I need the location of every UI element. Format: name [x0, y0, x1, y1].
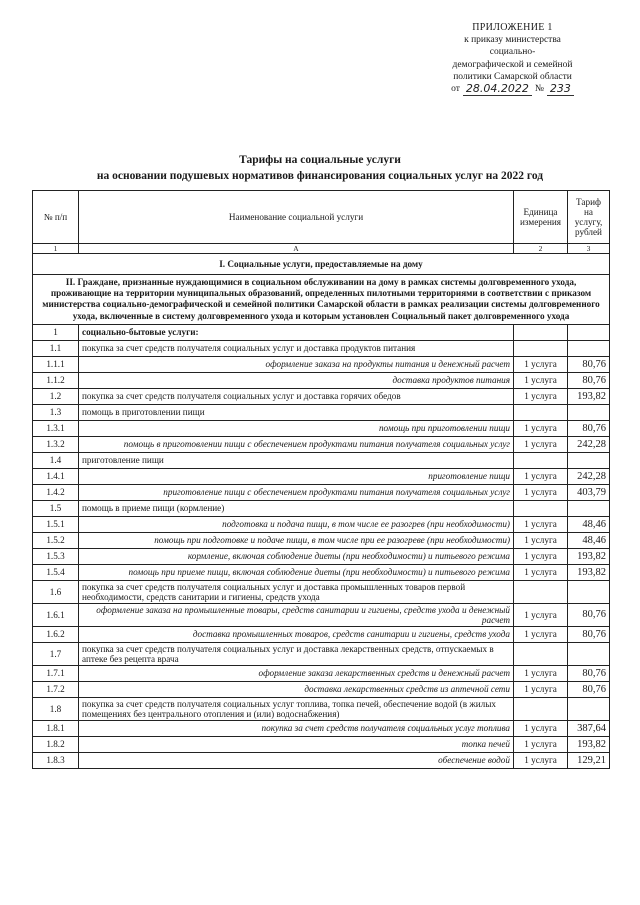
table-row — [33, 500, 610, 516]
row-unit: 1 услуга — [514, 681, 568, 697]
row-name: покупка за счет средств получателя социальных услуг и доставка промышленных товаров первой необходимости, средств санитарии и гигиены, средств ухода — [79, 580, 514, 603]
row-num: 1.8.1 — [33, 720, 79, 736]
row-num: 1.4.1 — [33, 468, 79, 484]
row-price — [568, 324, 610, 340]
row-num: 1.3.2 — [33, 436, 79, 452]
row-price: 387,64 — [568, 720, 610, 736]
index-num: 1 — [33, 244, 79, 254]
row-price: 48,46 — [568, 516, 610, 532]
row-num: 1.5 — [33, 500, 79, 516]
table-row — [33, 697, 610, 720]
row-price: 242,28 — [568, 436, 610, 452]
row-name: доставка продуктов питания — [79, 372, 514, 388]
row-unit: 1 услуга — [514, 516, 568, 532]
row-name: социально-бытовые услуги: — [79, 324, 514, 340]
row-name: приготовление пищи с обеспечением продуктами питания получателя социальных услуг — [79, 484, 514, 500]
row-price — [568, 340, 610, 356]
row-num: 1.6.2 — [33, 626, 79, 642]
table-row — [33, 340, 610, 356]
table-row — [33, 720, 610, 736]
row-num: 1.7.1 — [33, 665, 79, 681]
table-row — [33, 452, 610, 468]
row-unit — [514, 340, 568, 356]
row-name: топка печей — [79, 736, 514, 752]
row-unit: 1 услуга — [514, 388, 568, 404]
row-unit — [514, 452, 568, 468]
row-price: 403,79 — [568, 484, 610, 500]
row-unit: 1 услуга — [514, 736, 568, 752]
row-price: 193,82 — [568, 388, 610, 404]
table-row — [33, 548, 610, 564]
row-num: 1.3 — [33, 404, 79, 420]
order-number: 233 — [547, 83, 574, 96]
document-title: Тарифы на социальные услуги — [239, 154, 401, 166]
row-name: помощь в приеме пищи (кормление) — [79, 500, 514, 516]
row-name: помощь при подготовке и подаче пищи, в том числе при ее разогреве (при необходимости) — [79, 532, 514, 548]
row-unit: 1 услуга — [514, 436, 568, 452]
appendix-block — [420, 22, 605, 96]
row-name: покупка за счет средств получателя социальных услуг и доставка лекарственных средств, отпускаемых в аптеке без рецепта врача — [79, 642, 514, 665]
tariff-table — [32, 190, 610, 769]
row-unit — [514, 324, 568, 340]
row-num: 1.4.2 — [33, 484, 79, 500]
row-unit: 1 услуга — [514, 603, 568, 626]
row-price: 80,76 — [568, 420, 610, 436]
row-num: 1 — [33, 324, 79, 340]
row-num: 1.2 — [33, 388, 79, 404]
row-name: покупка за счет средств получателя социальных услуг и доставка горячих обедов — [79, 388, 514, 404]
document-subtitle: на основании подушевых нормативов финансирования социальных услуг на 2022 год — [96, 170, 544, 182]
row-name: помощь при приготовлении пищи — [79, 420, 514, 436]
row-unit: 1 услуга — [514, 665, 568, 681]
row-name: покупка за счет средств получателя социальных услуг топлива — [79, 720, 514, 736]
table-row — [33, 356, 610, 372]
row-num: 1.1 — [33, 340, 79, 356]
row-unit: 1 услуга — [514, 356, 568, 372]
table-row — [33, 752, 610, 768]
table-row — [33, 681, 610, 697]
row-unit — [514, 642, 568, 665]
paragraph-text: II. Граждане, признанные нуждающимися в социальном обслуживании на дому в рамках системы долговременного ухода, проживающие на территории муниципальных образований, определенных пилотными территориями в соответствии с приказом министерства социально-демографической и семейной политики Самарской области в рамках реализации системы долговременного ухода, включенные в систему долговременного ухода и которым установлен Социальный пакет долговременного ухода — [33, 275, 610, 325]
row-unit: 1 услуга — [514, 564, 568, 580]
index-unit: 2 — [514, 244, 568, 254]
row-unit: 1 услуга — [514, 548, 568, 564]
row-price — [568, 580, 610, 603]
table-row — [33, 420, 610, 436]
row-num: 1.5.3 — [33, 548, 79, 564]
row-price — [568, 404, 610, 420]
appendix-line: демографической и семейной — [452, 59, 573, 70]
table-header-row — [33, 191, 610, 244]
row-unit — [514, 404, 568, 420]
row-price: 80,76 — [568, 372, 610, 388]
row-num: 1.4 — [33, 452, 79, 468]
row-unit — [514, 500, 568, 516]
table-row — [33, 580, 610, 603]
row-name: приготовление пищи — [79, 452, 514, 468]
header-num: № п/п — [33, 191, 79, 244]
row-num: 1.8.2 — [33, 736, 79, 752]
row-num: 1.5.2 — [33, 532, 79, 548]
row-num: 1.8.3 — [33, 752, 79, 768]
row-name: доставка промышленных товаров, средств санитарии и гигиены, средств ухода — [79, 626, 514, 642]
row-price: 80,76 — [568, 681, 610, 697]
row-name: подготовка и подача пищи, в том числе ее разогрев (при необходимости) — [79, 516, 514, 532]
row-num: 1.8 — [33, 697, 79, 720]
table-row — [33, 736, 610, 752]
paragraph-row — [33, 275, 610, 325]
row-name: покупка за счет средств получателя социальных услуг и доставка продуктов питания — [79, 340, 514, 356]
row-unit — [514, 697, 568, 720]
row-price: 80,76 — [568, 665, 610, 681]
row-price — [568, 697, 610, 720]
table-row — [33, 372, 610, 388]
row-num: 1.5.4 — [33, 564, 79, 580]
row-unit: 1 услуга — [514, 532, 568, 548]
appendix-line: к приказу министерства — [464, 35, 561, 46]
table-row — [33, 642, 610, 665]
row-price: 193,82 — [568, 736, 610, 752]
row-unit: 1 услуга — [514, 626, 568, 642]
row-unit: 1 услуга — [514, 752, 568, 768]
row-name: помощь при приеме пищи, включая соблюдение диеты (при необходимости) и питьевого режима — [79, 564, 514, 580]
row-name: оформление заказа на продукты питания и денежный расчет — [79, 356, 514, 372]
row-name: оформление заказа на промышленные товары, средств санитарии и гигиены, средств ухода и денежный расчет — [79, 603, 514, 626]
header-tariff: Тариф на услугу, рублей — [568, 191, 610, 244]
row-name: оформление заказа лекарственных средств и денежный расчет — [79, 665, 514, 681]
row-name: обеспечение водой — [79, 752, 514, 768]
row-num: 1.5.1 — [33, 516, 79, 532]
row-unit: 1 услуга — [514, 420, 568, 436]
row-name: покупка за счет средств получателя социальных услуг топлива, топка печей, обеспечение водой (в жилых помещениях без центрального отопления и (или) водоснабжения) — [79, 697, 514, 720]
row-price — [568, 452, 610, 468]
row-unit: 1 услуга — [514, 468, 568, 484]
appendix-heading: ПРИЛОЖЕНИЕ 1 — [472, 22, 553, 33]
table-index-row — [33, 244, 610, 254]
row-name: помощь в приготовлении пищи с обеспечением продуктами питания получателя социальных услуг — [79, 436, 514, 452]
appendix-line: политики Самарской области — [453, 71, 572, 82]
section-row — [33, 254, 610, 275]
table-row — [33, 516, 610, 532]
header-unit: Единица измерения — [514, 191, 568, 244]
index-tariff: 3 — [568, 244, 610, 254]
row-unit: 1 услуга — [514, 484, 568, 500]
table-row — [33, 665, 610, 681]
row-price: 48,46 — [568, 532, 610, 548]
order-date-line — [420, 83, 605, 96]
row-unit: 1 услуга — [514, 372, 568, 388]
row-num: 1.7 — [33, 642, 79, 665]
table-row — [33, 484, 610, 500]
order-date: 28.04.2022 — [463, 83, 532, 96]
table-row — [33, 324, 610, 340]
date-prefix: от — [451, 84, 460, 95]
row-num: 1.6.1 — [33, 603, 79, 626]
row-num: 1.1.2 — [33, 372, 79, 388]
table-row — [33, 626, 610, 642]
table-row — [33, 564, 610, 580]
table-row — [33, 532, 610, 548]
header-name: Наименование социальной услуги — [79, 191, 514, 244]
row-price: 242,28 — [568, 468, 610, 484]
index-name: А — [79, 244, 514, 254]
row-price — [568, 642, 610, 665]
row-name: доставка лекарственных средств из аптечной сети — [79, 681, 514, 697]
table-row — [33, 468, 610, 484]
row-price: 193,82 — [568, 548, 610, 564]
row-price: 80,76 — [568, 603, 610, 626]
row-num: 1.6 — [33, 580, 79, 603]
row-price: 193,82 — [568, 564, 610, 580]
section-title: I. Социальные услуги, предоставляемые на дому — [33, 254, 610, 275]
row-name: помощь в приготовлении пищи — [79, 404, 514, 420]
row-unit: 1 услуга — [514, 720, 568, 736]
row-name: кормление, включая соблюдение диеты (при необходимости) и питьевого режима — [79, 548, 514, 564]
row-unit — [514, 580, 568, 603]
row-num: 1.7.2 — [33, 681, 79, 697]
row-price — [568, 500, 610, 516]
table-row — [33, 436, 610, 452]
table-row — [33, 603, 610, 626]
row-num: 1.1.1 — [33, 356, 79, 372]
table-row — [33, 388, 610, 404]
row-price: 129,21 — [568, 752, 610, 768]
row-price: 80,76 — [568, 626, 610, 642]
table-row — [33, 404, 610, 420]
row-name: приготовление пищи — [79, 468, 514, 484]
row-price: 80,76 — [568, 356, 610, 372]
appendix-line: социально- — [489, 47, 536, 58]
number-sign: № — [534, 84, 544, 95]
row-num: 1.3.1 — [33, 420, 79, 436]
